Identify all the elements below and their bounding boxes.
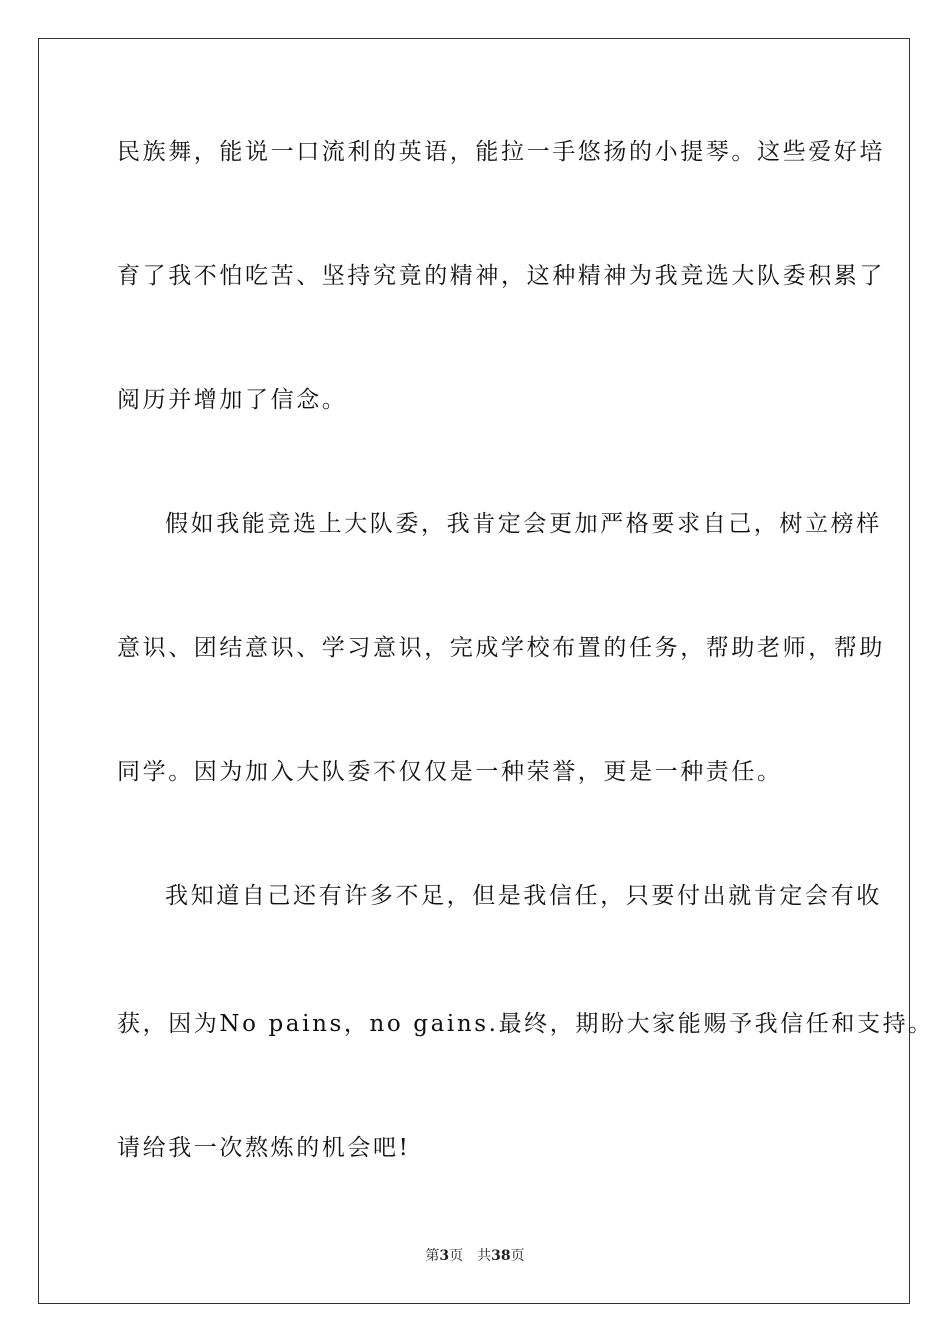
total-prefix: 共	[477, 1248, 492, 1264]
paragraph-line: 假如我能竞选上大队委，我肯定会更加严格要求自己，树立榜样	[165, 511, 882, 537]
paragraph-line: 请给我一次熬炼的机会吧!	[117, 1135, 411, 1161]
paragraph-line: 获，因为No pains，no gains.最终，期盼大家能赐予我信任和支持。	[117, 1011, 934, 1037]
paragraph-line: 我知道自己还有许多不足，但是我信任，只要付出就肯定会有收	[165, 883, 882, 909]
paragraph-line: 民族舞，能说一口流利的英语，能拉一手悠扬的小提琴。这些爱好培	[117, 139, 885, 165]
page-footer	[0, 1247, 950, 1265]
paragraph-line: 育了我不怕吃苦、坚持究竟的精神，这种精神为我竞选大队委积累了	[117, 263, 885, 289]
total-pages: 38	[491, 1248, 511, 1264]
page-prefix: 第	[425, 1248, 440, 1264]
total-suffix: 页	[510, 1248, 525, 1264]
paragraph-line: 同学。因为加入大队委不仅仅是一种荣誉，更是一种责任。	[117, 759, 783, 785]
page-frame	[38, 38, 910, 1304]
paragraph-line: 意识、团结意识、学习意识，完成学校布置的任务，帮助老师，帮助	[117, 635, 885, 661]
page-suffix: 页	[449, 1248, 464, 1264]
paragraph-line: 阅历并增加了信念。	[117, 387, 348, 413]
page-number: 3	[439, 1248, 450, 1264]
